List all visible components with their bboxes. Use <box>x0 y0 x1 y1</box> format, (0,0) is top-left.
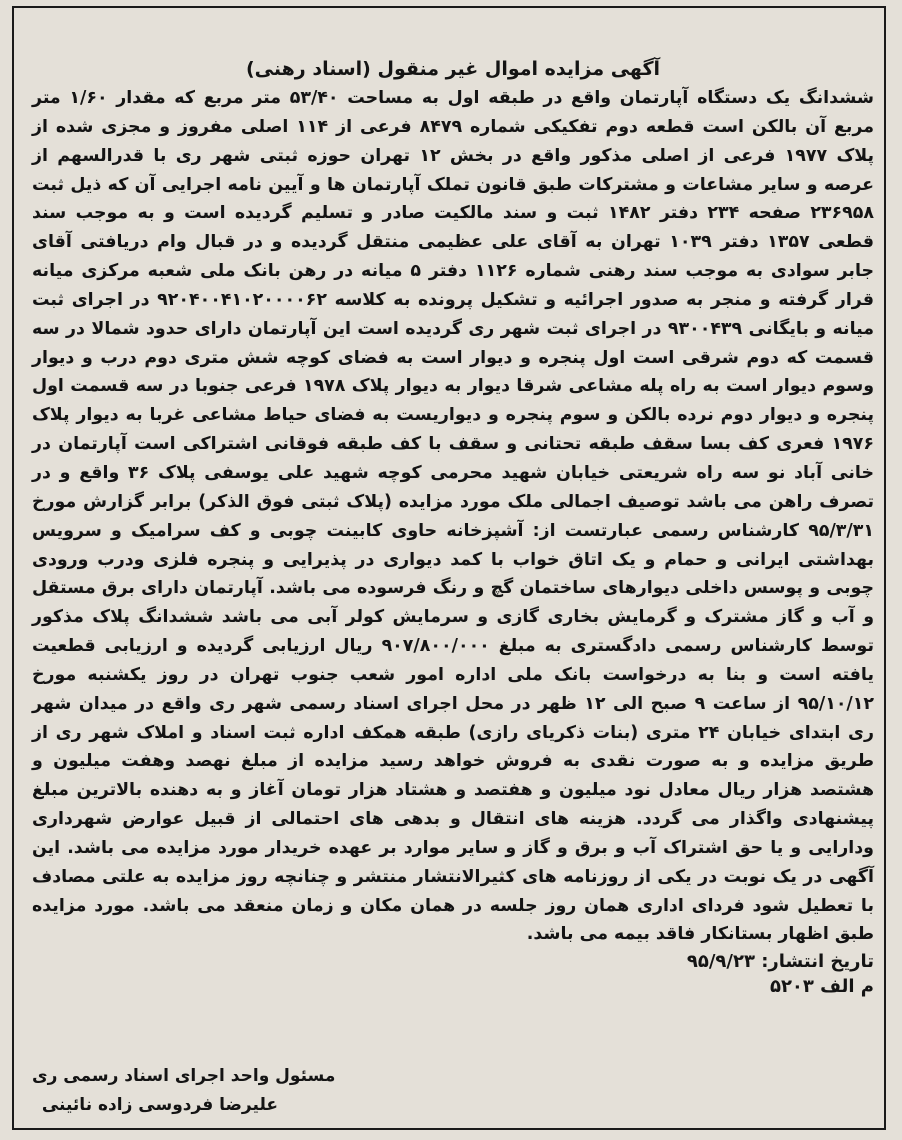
notice-code: م الف ۵۲۰۳ <box>769 976 874 998</box>
auction-notice <box>32 56 874 999</box>
publish-date: تاریخ انتشار: ۹۵/۹/۲۳ <box>686 951 874 973</box>
signature-block <box>32 1062 874 1120</box>
notice-title: آگهی مزایده اموال غیر منقول (اسناد رهنی) <box>245 58 661 80</box>
notice-body: ششدانگ یک دستگاه آپارتمان واقع در طبقه اول به مساحت ۵۳/۴۰ متر مربع که مقدار ۱/۶۰ متر مربع آن بالکن است قطعه دوم تفکیکی شماره ۸۴۷۹ فرعی از ۱۱۴ اصلی مفروز و مجزی شده از پلاک ۱۹۷۷ فرعی از اصلی مذکور واقع در بخش ۱۲ تهران حوزه ثبتی شهر ری با قدرالسهم از عرصه و سایر مشاعات و مشترکات طبق قانون تملک آپارتمان ها و آیین نامه اجرایی آن که ذیل ثبت ۲۳۶۹۵۸ صفحه ۲۳۴ دفتر ۱۴۸۲ ثبت و سند مالکیت صادر و تسلیم گردیده است و به موجب سند قطعی ۱۳۵۷ دفتر ۱۰۳۹ تهران به آقای علی عظیمی منتقل گردیده و در قبال وام دریافتی آقای جابر سوادی به موجب سند رهنی شماره ۱۱۲۶ دفتر ۵ میانه در رهن بانک ملی شعبه مرکزی میانه قرار گرفته و منجر به صدور اجرائیه و تشکیل پرونده به کلاسه ۹۲۰۴۰۰۴۱۰۲۰۰۰۰۶۲ در اجرای ثبت میانه و بایگانی ۹۳۰۰۴۳۹ در اجرای ثبت شهر ری گردیده است این آپارتمان دارای حدود شمالا در سه قسمت که دوم شرقی است اول پنجره و دیوار است به فضای کوچه شش متری دوم درب و دیوار وسوم دیوار است به راه پله مشاعی شرقا دیوار به دیوار پلاک ۱۹۷۸ فرعی جنوبا در سه قسمت اول پنجره و دیوار دوم نرده بالکن و سوم پنجره و دیواریست به فضای حیاط مشاعی غربا به دیوار پلاک ۱۹۷۶ فعری کف بسا سقف طبقه تحتانی و سقف با کف طبقه فوقانی اشتراکی است آپارتمان در خانی آباد نو سه راه شریعتی خیابان شهید محرمی کوچه شهید علی یوسفی پلاک ۳۶ واقع و در تصرف راهن می باشد توصیف اجمالی ملک مورد مزایده (پلاک ثبتی فوق الذکر) برابر گزارش مورخ ۹۵/۳/۳۱ کارشناس رسمی عبارتست از: آشپزخانه حاوی کابینت چوبی و کف سرامیک و سرویس بهداشتی ایرانی و حمام و یک اتاق خواب با کمد دیواری در پذیرایی و پنجره فلزی ودرب ورودی چوبی و پوسس داخلی دیوارهای ساختمان گچ و رنگ فرسوده می باشد. آپارتمان دارای برق مستقل و آب و گاز مشترک و گرمایش بخاری گازی و سرمایش کولر آبی می باشد ششدانگ پلاک مذکور توسط کارشناس رسمی دادگستری به مبلغ ۹۰۷/۸۰۰/۰۰۰ ریال ارزیابی گردیده و ارزیابی قطعیت یافته است و بنا به درخواست بانک ملی اداره امور شعب جنوب تهران در روز یکشنبه مورخ ۹۵/۱۰/۱۲ از ساعت ۹ صبح الی ۱۲ ظهر در محل اجرای اسناد رسمی شهر ری واقع در میدان شهر ری ابتدای خیابان ۲۴ متری (بنات ذکریای رازی) طبقه همکف اداره ثبت اسناد و املاک شهر ری از طریق مزایده و به صورت نقدی به فروش خواهد رسید مزایده از مبلغ نهصد وهفت میلیون و هشتصد هزار ریال معادل نود میلیون و هفتصد و هشتاد هزار تومان آغاز و به دهنده بالاترین مبلغ پیشنهادی واگذار می گردد. هزینه های انتقال و بدهی های احتمالی از قبیل عوارض شهرداری ودارایی و یا حق اشتراک آب و برق و گاز و سایر موارد بر عهده خریدار مورد مزایده می باشد. این آگهی در یک نوبت در یکی از روزنامه های کثیرالانتشار منتشر و چنانچه روز مزایده به علتی مصادف با تعطیل شود فردای اداری همان روز جلسه در همان مکان و زمان منعقد می باشد. مورد مزایده طبق اظهار بستانکار فاقد بیمه می باشد. <box>32 88 875 945</box>
signature-name: علیرضا فردوسی زاده نائینی <box>41 1095 278 1115</box>
signature-role: مسئول واحد اجرای اسناد رسمی ری <box>32 1066 336 1086</box>
